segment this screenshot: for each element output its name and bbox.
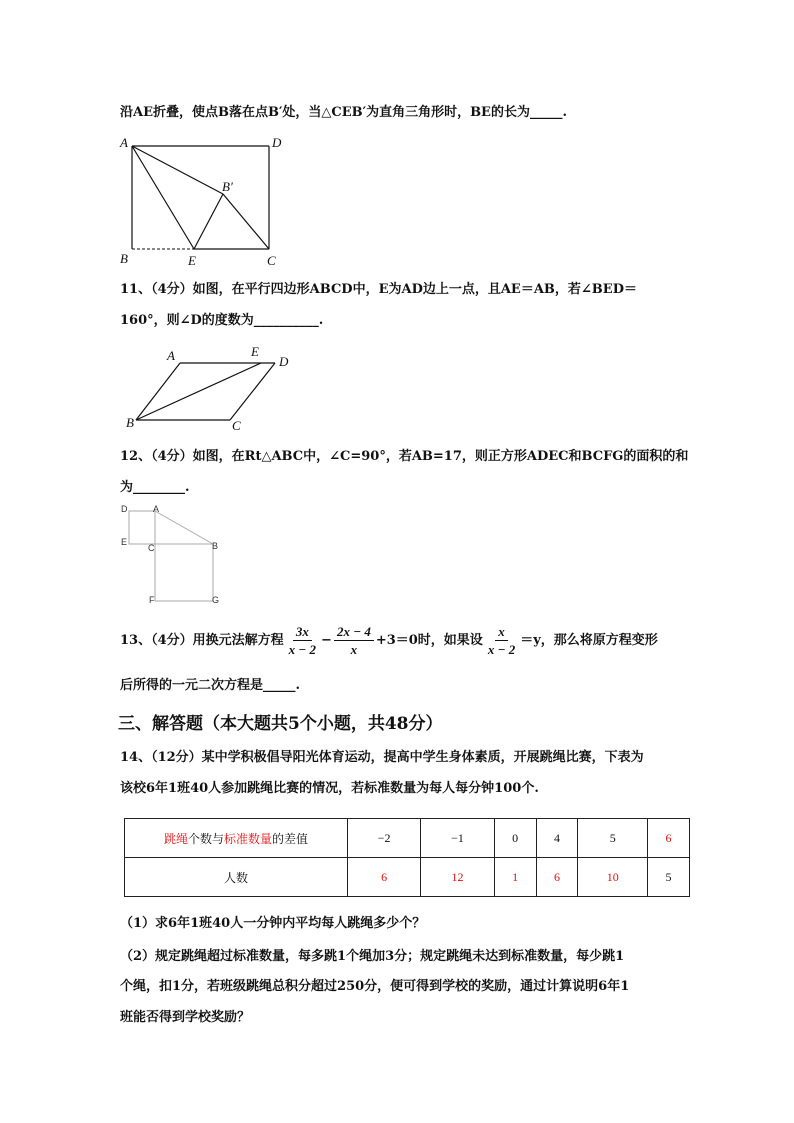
label-C: C [148, 543, 155, 553]
label-C: C [232, 418, 241, 433]
label-B-prime: B′ [222, 179, 233, 194]
q12-text-line2: 为________. [120, 480, 190, 495]
table-cell: 5 [648, 858, 690, 897]
fraction-x-over-x-2 [485, 625, 518, 656]
label-part: 标准数量 [224, 831, 273, 846]
label-F: F [149, 595, 155, 605]
fraction-denominator: x − 2 [487, 641, 516, 657]
q14-sub2-line3: 班能否得到学校奖励？ [120, 1010, 251, 1025]
label-G: G [212, 595, 220, 605]
table-cell: 12 [421, 858, 494, 897]
fraction-numerator: 3x [293, 625, 312, 641]
q14-sub1: （1）求6年1班40人一分钟内平均每人跳绳多少个？ [120, 916, 426, 931]
table-cell: 6 [648, 819, 690, 858]
parallelogram-diagram [120, 342, 300, 434]
q11-text-line1: 11、（4分）如图，在平行四边形ABCD中，E为AD边上一点，且AE＝AB，若∠BED＝ [120, 282, 637, 297]
q11-figure [120, 342, 300, 434]
label-A: A [120, 135, 128, 150]
row-label-count: 人数 [125, 858, 348, 897]
rectangle-fold-diagram [118, 133, 298, 269]
q10-text: 沿AE折叠，使点B落在点B′处，当△CEB′为直角三角形时，BE的长为_____. [120, 105, 567, 120]
q12-figure [118, 502, 228, 608]
minus-sign: − [321, 632, 332, 648]
q14-text-line1: 14、（12分）某中学积极倡导阳光体育运动，提高中学生身体素质，开展跳绳比赛，下表为 [120, 750, 644, 765]
table-row-count [125, 858, 690, 897]
q12-text-line1: 12、（4分）如图，在Rt△ABC中，∠C=90°，若AB=17，则正方形ADEC和BCFG的面积的和 [120, 449, 689, 464]
table-cell: 4 [536, 819, 578, 858]
squares-triangle-diagram [118, 502, 228, 608]
label-C: C [267, 253, 276, 268]
q14-sub2-line1: （2）规定跳绳超过标准数量，每多跳1个绳加3分；规定跳绳未达到标准数量，每少跳1 [120, 949, 625, 964]
table-cell: −1 [421, 819, 494, 858]
q13-prefix: 13、（4分）用换元法解方程 [120, 632, 284, 648]
q10-figure [118, 133, 298, 269]
fraction-numerator: 2x − 4 [334, 625, 374, 641]
table-cell: −2 [348, 819, 421, 858]
label-B: B [126, 415, 134, 430]
table-cell: 10 [578, 858, 648, 897]
q13-suffix: ＝y，那么将原方程变形 [520, 632, 658, 648]
q14-sub2-line2: 个绳，扣1分，若班级跳绳总积分超过250分，便可得到学校的奖励，通过计算说明6年1 [120, 979, 630, 994]
label-part: 个数与 [187, 831, 224, 846]
section-heading: 三、解答题（本大题共5个小题，共48分） [118, 714, 443, 734]
row-label-difference [125, 819, 348, 858]
q14-text-line2: 该校6年1班40人参加跳绳比赛的情况，若标准数量为每人每分钟100个. [120, 781, 539, 796]
label-A: A [167, 348, 175, 363]
table-cell: 6 [536, 858, 578, 897]
label-E: E [251, 344, 259, 359]
label-D: D [121, 504, 128, 514]
label-part: 跳绳 [163, 831, 188, 846]
label-part: 的差值 [272, 831, 309, 846]
q13-middle: +3＝0时，如果设 [375, 632, 483, 648]
label-E: E [121, 537, 128, 547]
q11-text-line2: 160°，则∠D的度数为__________. [120, 313, 324, 328]
table-cell: 6 [348, 858, 421, 897]
label-E: E [188, 253, 196, 268]
fraction-denominator: x [350, 641, 358, 657]
table-row-difference [125, 819, 690, 858]
q13-equation-line [120, 620, 658, 660]
table-cell: 5 [578, 819, 648, 858]
table-cell: 1 [494, 858, 536, 897]
label-D: D [272, 135, 282, 150]
label-B: B [212, 541, 219, 551]
fraction-3x-over-x-2 [286, 625, 319, 656]
fraction-numerator: x [495, 625, 508, 641]
label-B: B [120, 251, 128, 266]
fraction-denominator: x − 2 [288, 641, 317, 657]
label-A: A [153, 504, 160, 514]
fraction-2x-4-over-x [334, 625, 374, 656]
table-cell: 0 [494, 819, 536, 858]
q13-text-line2: 后所得的一元二次方程是_____. [120, 678, 301, 693]
jump-rope-table [124, 818, 690, 897]
label-D: D [279, 354, 289, 369]
